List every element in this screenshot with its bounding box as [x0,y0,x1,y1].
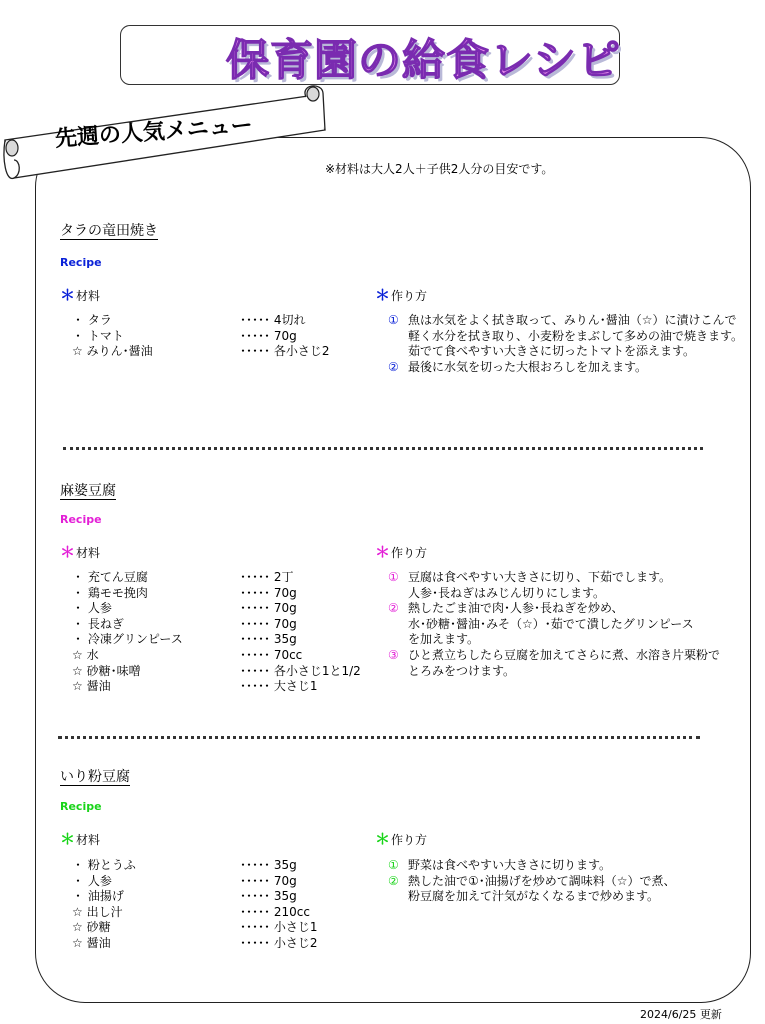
steps-heading: ＊作り方 [375,286,428,304]
recipe-step [388,601,720,648]
ingredient-name: ・ タラ [72,313,112,327]
update-date: 2024/6/25 更新 [640,1008,722,1021]
ingredient-name: ・ 充てん豆腐 [72,570,148,584]
ingredient-name: ☆ 水 [72,647,99,662]
ingredient-amount: ･････ 大さじ1 [240,679,318,694]
asterisk-icon: ＊ [60,543,76,561]
step-line: とろみをつけます。 [408,663,516,678]
ingredient-amount: ･････ 70g [240,616,297,631]
asterisk-icon: ＊ [375,286,391,304]
step-number: ③ [388,647,399,662]
step-list [388,570,720,679]
ingredient-name: ☆ 砂糖 [72,920,111,935]
section-divider [63,447,703,450]
ingredient-name: ☆ 醤油 [72,679,111,694]
ingredient-amount: ･････ 70g [240,601,297,616]
portion-note: ※材料は大人2人＋子供2人分の目安です。 [325,162,554,176]
step-line: 野菜は食べやすい大きさに切ります。 [408,858,612,872]
step-line: 茹でて食べやすい大きさに切ったトマトを添えます。 [408,344,696,359]
ingredient-name: ・ トマト [72,328,124,343]
step-line: 粉豆腐を加えて汁気がなくなるまで炒めます。 [408,889,660,904]
ingredients-heading: ＊材料 [60,830,101,848]
ingredient-name: ☆ 砂糖･味噌 [72,663,141,678]
step-line: 魚は水気をよく拭き取って、みりん･醤油（☆）に漬けこんで [408,313,737,327]
ingredients-heading: ＊材料 [60,286,101,304]
recipe-label: Recipe [60,256,102,269]
ingredient-amount: ･････ 70g [240,585,297,600]
ingredient-amount: ･････ 小さじ2 [240,935,318,950]
step-number: ② [388,601,399,616]
recipe-step [388,858,676,874]
recipe-step [388,874,676,905]
step-list [388,313,743,375]
ingredient-name: ・ 油揚げ [72,889,124,904]
step-line: 豆腐は食べやすい大きさに切り、下茹でします。 [408,570,672,584]
step-number: ② [388,873,399,888]
recipe-step [388,313,743,360]
ingredient-amount: ･････ 2丁 [240,570,294,584]
ingredient-amount: ･････ 35g [240,632,297,647]
ingredient-name: ・ 冷凍グリンピース [72,632,183,647]
recipe-title: タラの竜田焼き [60,223,158,239]
step-number: ① [388,858,399,872]
step-line: 熱した油で①･油揚げを炒めて調味料（☆）で煮、 [408,873,676,888]
step-line: 軽く水分を拭き取り、小麦粉をまぶして多めの油で焼きます。 [408,328,744,343]
ingredient-name: ・ 人参 [72,601,112,616]
section-divider [58,736,700,739]
recipe-title: いり粉豆腐 [60,769,130,785]
recipe-step [388,360,743,376]
step-line: 水･砂糖･醤油･みそ（☆）･茹でて潰したグリンピース [408,616,694,631]
step-line: 熱したごま油で肉･人参･長ねぎを炒め、 [408,601,624,616]
ingredient-name: ・ 人参 [72,873,112,888]
recipe-label: Recipe [60,800,102,813]
ingredient-amount: ･････ 小さじ1 [240,920,318,935]
ingredient-amount: ･････ 各小さじ2 [240,344,330,359]
ingredient-name: ☆ みりん･醤油 [72,344,153,359]
step-line: ひと煮立ちしたら豆腐を加えてさらに煮、水溶き片栗粉で [408,647,721,662]
asterisk-icon: ＊ [375,543,391,561]
ingredient-amount: ･････ 70g [240,328,297,343]
ingredient-amount: ･････ 210cc [240,904,310,919]
ingredient-amount: ･････ 35g [240,889,297,904]
recipe-step [388,570,720,601]
step-number: ① [388,313,399,327]
site-title: 保育園の給食レシピ [226,36,621,86]
ingredient-name: ☆ 出し汁 [72,904,123,919]
asterisk-icon: ＊ [60,286,76,304]
ingredient-name: ・ 鶏モモ挽肉 [72,585,148,600]
ingredient-name: ・ 長ねぎ [72,616,124,631]
recipe-step [388,648,720,679]
asterisk-icon: ＊ [60,830,76,848]
ingredient-amount: ･････ 4切れ [240,313,306,327]
step-line: を加えます。 [408,632,480,647]
ingredients-heading: ＊材料 [60,543,101,561]
steps-heading: ＊作り方 [375,830,428,848]
ingredient-name: ☆ 醤油 [72,935,111,950]
ingredient-amount: ･････ 35g [240,858,297,872]
ingredient-name: ・ 粉とうふ [72,858,136,872]
step-line: 人参･長ねぎはみじん切りにします。 [408,585,606,600]
recipe-title: 麻婆豆腐 [60,483,116,499]
step-number: ① [388,570,399,584]
ingredient-amount: ･････ 70cc [240,647,303,662]
steps-heading: ＊作り方 [375,543,428,561]
step-number: ② [388,359,399,374]
asterisk-icon: ＊ [375,830,391,848]
ingredient-amount: ･････ 70g [240,873,297,888]
step-list [388,858,676,905]
step-line: 最後に水気を切った大根おろしを加えます。 [408,359,648,374]
ingredient-amount: ･････ 各小さじ1と1/2 [240,663,361,678]
recipe-label: Recipe [60,513,102,526]
banner-title: 先週の人気メニュー [54,113,254,152]
